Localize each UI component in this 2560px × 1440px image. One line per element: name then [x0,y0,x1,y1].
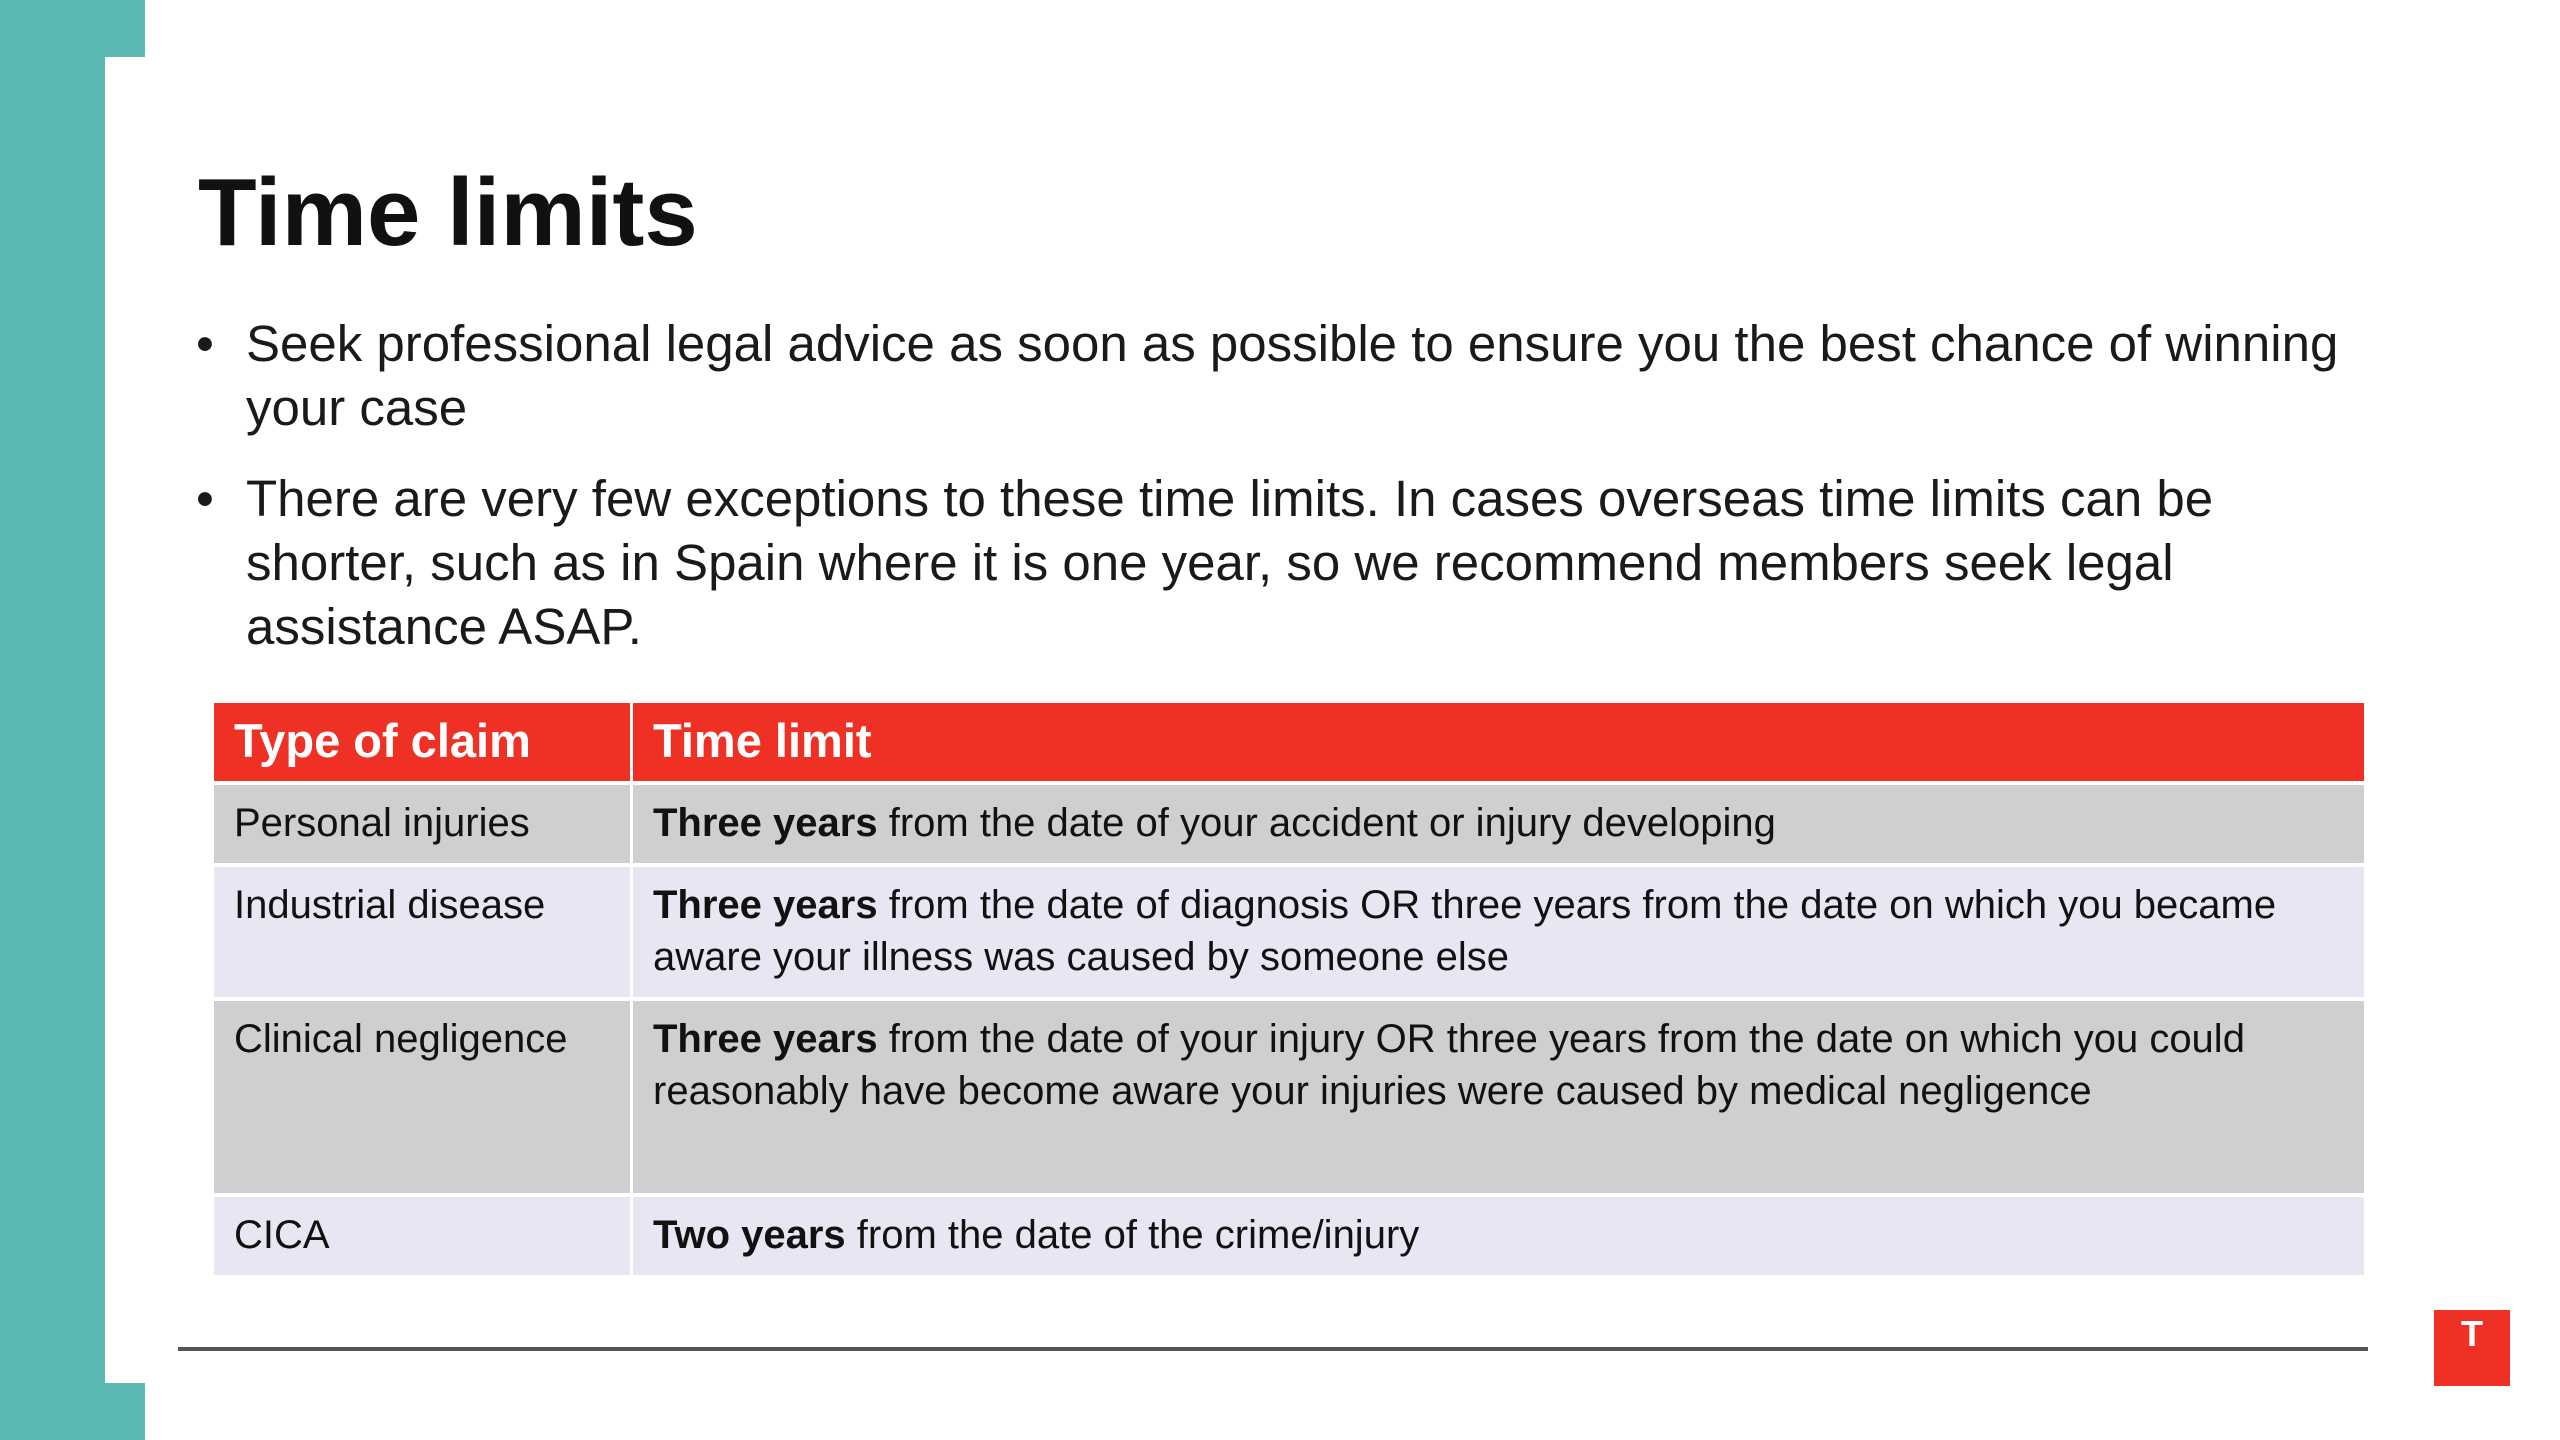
time-limit-text: from the date of diagnosis OR three years from the date on which you became aware your illness was caused by someone else [653,883,2277,979]
claim-type-cell: Clinical negligence [214,999,632,1195]
claim-type-cell: CICA [214,1195,632,1277]
table-header-row [214,703,2364,783]
time-limits-table [214,703,2364,1279]
time-limit-emphasis: Three years [653,1017,878,1061]
time-limit-cell [632,999,2365,1195]
claim-type-cell: Industrial disease [214,865,632,999]
time-limit-emphasis: Three years [653,883,878,927]
header-time-limit: Time limit [632,703,2365,783]
time-limit-text: from the date of your injury OR three years from the date on which you could reasonably have become aware your injuries were caused by medical negligence [653,1017,2245,1113]
bullet-dot: • [196,470,214,527]
teal-side-bar [0,0,105,1440]
bullet-dot: • [196,315,214,372]
table-row [214,999,2364,1195]
header-type-of-claim: Type of claim [214,703,632,783]
bullet-text: Seek professional legal advice as soon as possible to ensure you the best chance of winning your case [246,315,2339,436]
brand-logo-icon: T [2434,1310,2510,1386]
teal-bar-top-tab [105,0,145,57]
time-limit-text: from the date of the crime/injury [845,1213,1420,1257]
time-limit-text: from the date of your accident or injury developing [877,801,1776,845]
table-row [214,1195,2364,1277]
time-limit-emphasis: Three years [653,801,878,845]
bullet-list [190,312,2340,686]
footer-divider [178,1347,2368,1351]
time-limit-cell [632,783,2365,865]
table-row [214,865,2364,999]
bullet-item [190,467,2340,659]
time-limit-cell [632,1195,2365,1277]
claim-type-cell: Personal injuries [214,783,632,865]
bullet-text: There are very few exceptions to these time limits. In cases overseas time limits can be shorter, such as in Spain where it is one year, so we recommend members seek legal assistance ASAP. [246,470,2214,655]
bullet-item [190,312,2340,440]
table-row [214,783,2364,865]
time-limit-cell [632,865,2365,999]
slide-title: Time limits [198,159,698,266]
time-limit-emphasis: Two years [653,1213,846,1257]
teal-bar-bottom-tab [105,1383,145,1440]
